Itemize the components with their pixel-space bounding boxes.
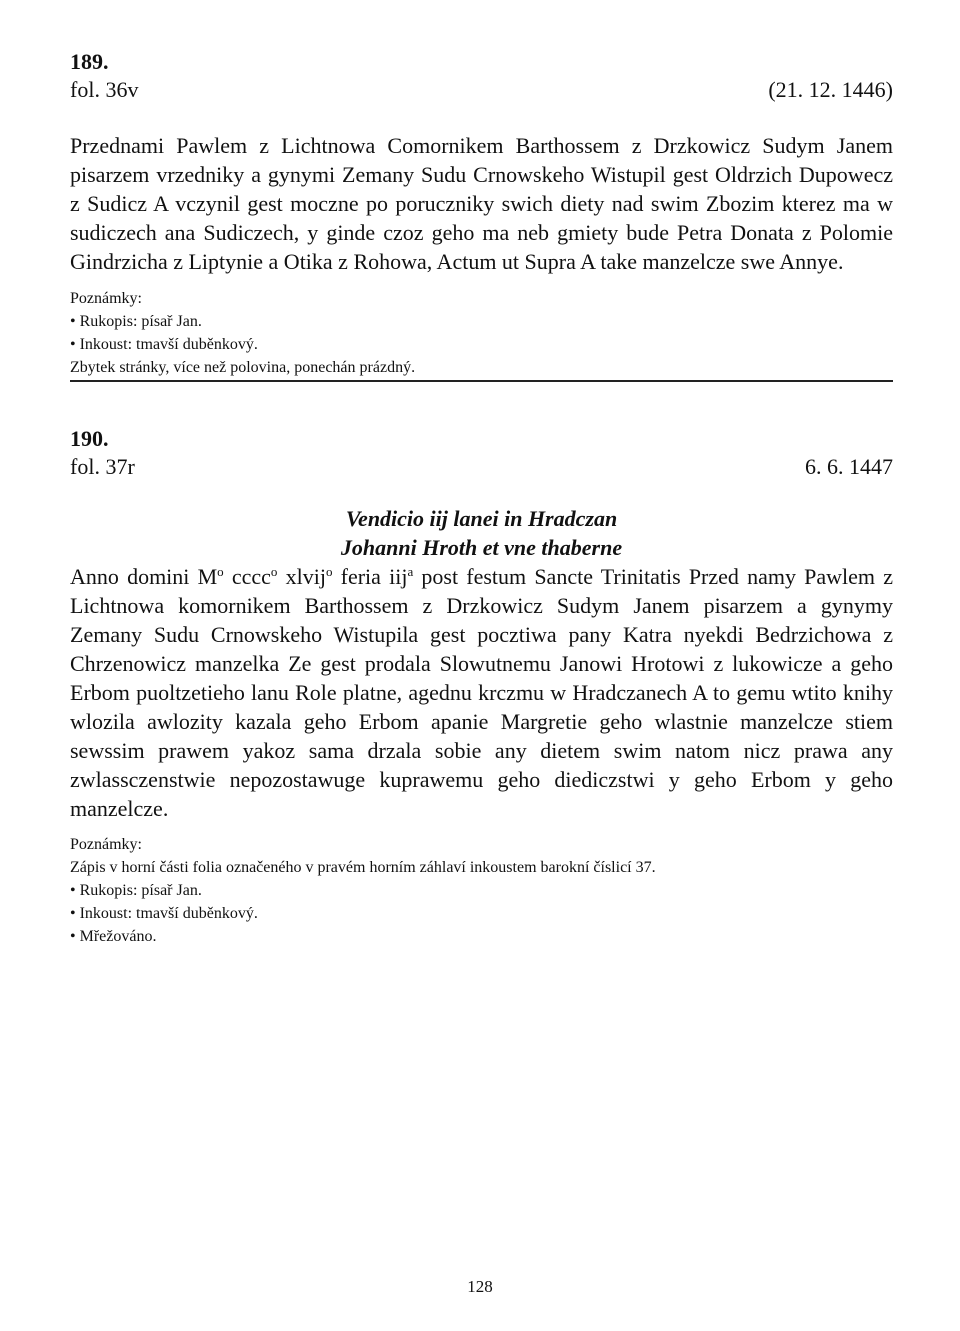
folio-row — [70, 453, 893, 481]
note-item: • Rukopis: písař Jan. — [70, 313, 202, 330]
notes-label: Poznámky: — [70, 290, 142, 307]
document-page — [70, 48, 893, 948]
entry-date: (21. 12. 1446) — [768, 77, 893, 102]
text-segment: cccc — [223, 564, 271, 589]
entry-number: 190. — [70, 426, 109, 451]
entry-headline — [70, 504, 893, 562]
superscript: o — [325, 564, 333, 579]
folio-reference: fol. 36v — [70, 77, 139, 102]
note-item: • Inkoust: tmavší duběnkový. — [70, 905, 258, 922]
entry-text: Przednami Pawlem z Lichtnowa Comornikem Barthossem z Drzkowicz Sudym Janem pisarzem vrzedniky a gynymi Zemany Sudu Crnowskeho Wistupil gest Oldrzich Dupowecz z Sudicz A vczynil gest moczne po poruczniky swich diety nad swim Zbozim kterez ma w sudiczech ana Sudiczech, y ginde czoz geho ma neb gmiety bude Petra Donata z Polomie Gindrzicha z Liptynie a Otika z Rohowa, Actum ut Supra A take manzelcze swe Annye. — [70, 133, 893, 274]
notes-block — [70, 287, 893, 379]
notes-label: Poznámky: — [70, 836, 142, 853]
superscript: o — [270, 564, 278, 579]
section-divider — [70, 380, 893, 382]
text-segment: feria iij — [332, 564, 408, 589]
entry-date: 6. 6. 1447 — [805, 454, 893, 479]
text-segment: post festum Sancte Trinitatis Przed namy Pawlem z Lichtnowa komornikem Barthossem z Drzkowicz Sudym Janem pisarzem a gynymy Zemany Sudu Crnowskeho Wistupila gest pocztiwa pany Katra nyekdi Bedrzichowa z Chrzenowicz manzelka Ze gest prodala Slowutnemu Janowi Hrotowi z lukowicze a geho Erbom puoltzetieho lanu Role platne, agednu krczmu w Hradczanech A to gemu wtito knihy wlozila awlozity kazala geho Erbom apanie Margretie geho wlastnie manzelcze stiem sewssim prawem yakoz sama drzala sobie any dietem swim natom nicz prawa any zwlassczenstwie nepozostawuge kuprawemu geho diediczstwi y geho Erbom y geho manzelcze. — [70, 564, 893, 821]
folio-reference: fol. 37r — [70, 454, 135, 479]
entry-number: 189. — [70, 49, 109, 74]
note-item: Zápis v horní části folia označeného v pravém horním záhlaví inkoustem barokní číslicí 37. — [70, 859, 656, 876]
headline-line: Vendicio iij lanei in Hradczan — [345, 506, 618, 531]
folio-row — [70, 76, 893, 104]
entry-text — [70, 562, 893, 823]
text-segment: xlvij — [277, 564, 326, 589]
entry-189 — [70, 48, 893, 382]
notes-block — [70, 833, 893, 948]
note-item: • Rukopis: písař Jan. — [70, 882, 202, 899]
note-item: • Mřežováno. — [70, 928, 157, 945]
superscript: o — [217, 564, 224, 579]
text-segment: Anno domini M — [70, 564, 218, 589]
page-number: 128 — [467, 1277, 493, 1296]
superscript: a — [407, 564, 414, 579]
note-item: Zbytek stránky, více než polovina, ponechán prázdný. — [70, 359, 416, 376]
headline-line: Johanni Hroth et vne thaberne — [340, 535, 623, 560]
entry-190 — [70, 425, 893, 948]
note-item: • Inkoust: tmavší duběnkový. — [70, 336, 258, 353]
